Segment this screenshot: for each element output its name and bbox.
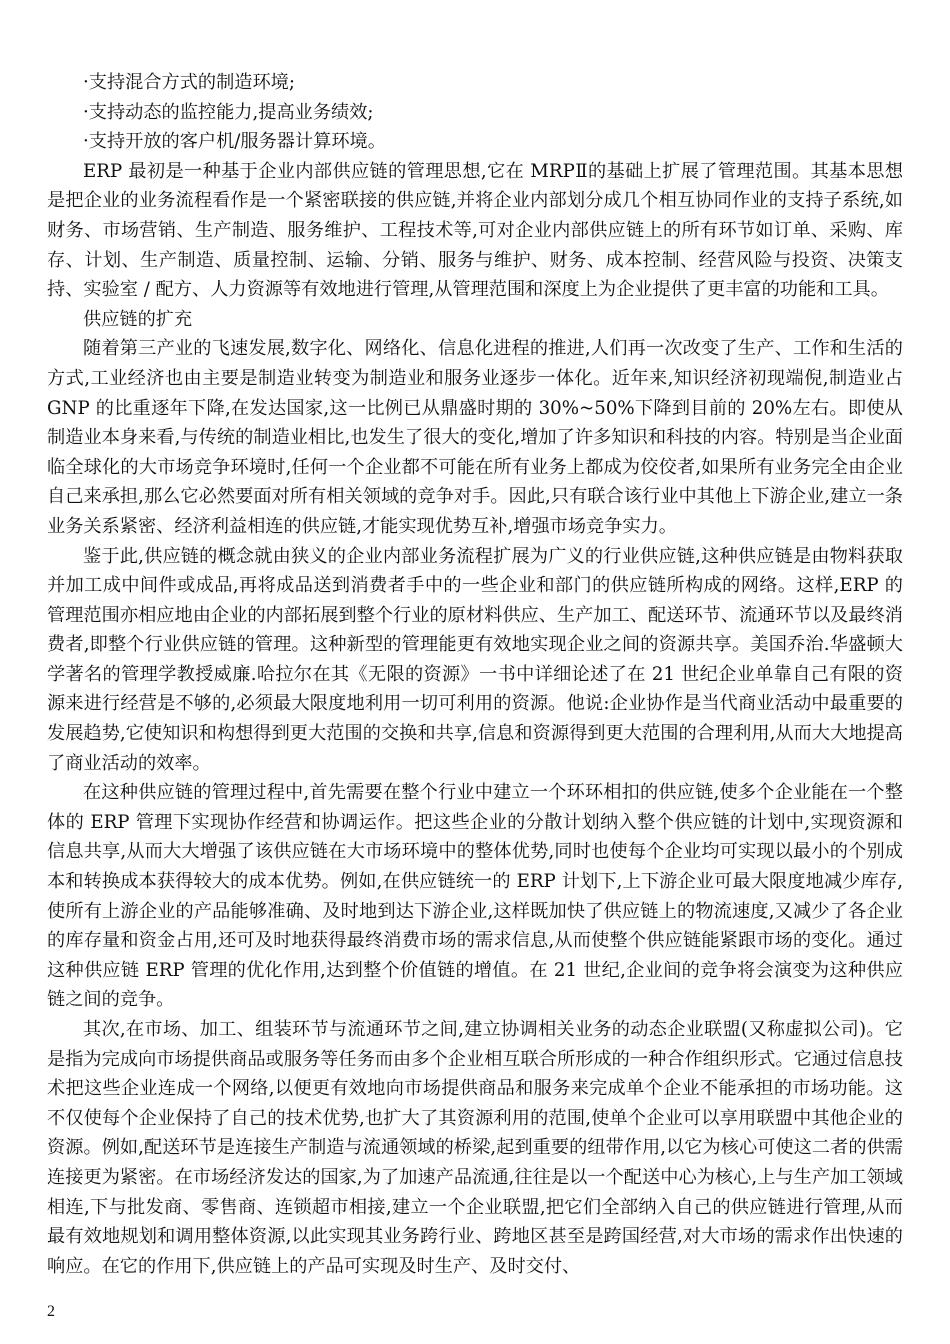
bullet-item: ·支持动态的监控能力,提高业务绩效; <box>83 101 374 123</box>
paragraph-supply-chain-management: 在这种供应链的管理过程中,首先需要在整个行业中建立一个环环相扣的供应链,使多个企业能在一个整体的 ERP 管理下实现协作经营和协调运作。把这些企业的分散计划纳入整个供应链的计划中,实现资源和信息共享,从而大大增强了该供应链在大市场环境中的整体优势,同时也使每个企业均可实现以最小的个别成本和转换成本获得较大的成本优势。例如,在供应链统一的 ERP 计划下,上下游企业可最大限度地减少库存,使所有上游企业的产品能够准确、及时地到达下游企业,这样既加快了供应链上的物流速度,又减少了各企业的库存量和资金占用,还可及时地获得最终消费市场的需求信息,从而使整个供应链能紧跟市场的变化。通过这种供应链 ERP 管理的优化作用,达到整个价值链的增值。在 21 世纪,企业间的竞争将会演变为这种供应链之间的竞争。 <box>47 782 903 1011</box>
paragraph-tertiary-industry: 随着第三产业的飞速发展,数字化、网络化、信息化进程的推进,人们再一次改变了生产、工作和生活的方式,工业经济也由主要是制造业转变为制造业和服务业逐步一体化。近年来,知识经济初现端倪,制造业占 GNP 的比重逐年下降,在发达国家,这一比例已从鼎盛时期的 30%~50%下降到目前的 20%左右。即使从制造业本身来看,与传统的制造业相比,也发生了很大的变化,增加了许多知识和科技的内容。特别是当企业面临全球化的大市场竞争环境时,任何一个企业都不可能在所有业务上都成为佼佼者,如果所有业务完全由企业自己来承担,那么它必然要面对所有相关领域的竞争对手。因此,只有联合该行业中其他上下游企业,建立一条业务关系紧密、经济利益相连的供应链,才能实现优势互补,增强市场竞争实力。 <box>47 338 903 537</box>
page-number: 2 <box>47 1303 55 1320</box>
section-heading: 供应链的扩充 <box>83 308 193 330</box>
bullet-item: ·支持开放的客户机/服务器计算环境。 <box>83 131 386 153</box>
paragraph-erp-origin: ERP 最初是一种基于企业内部供应链的管理思想,它在 MRPⅡ的基础上扩展了管理范围。其基本思想是把企业的业务流程看作是一个紧密联接的供应链,并将企业内部划分成几个相互协同作业的支持子系统,如财务、市场营销、生产制造、服务维护、工程技术等,可对企业内部供应链上的所有环节如订单、采购、库存、计划、生产制造、质量控制、运输、分销、服务与维护、财务、成本控制、经营风险与投资、决策支持、实验室 / 配方、人力资源等有效地进行管理,从管理范围和深度上为企业提供了更丰富的功能和工具。 <box>47 160 904 301</box>
bullet-item: ·支持混合方式的制造环境; <box>83 72 295 93</box>
paragraph-supply-chain-concept: 鉴于此,供应链的概念就由狭义的企业内部业务流程扩展为广义的行业供应链,这种供应链是由物料获取并加工成中间件或成品,再将成品送到消费者手中的一些企业和部门的供应链所构成的网络。这样,ERP 的管理范围亦相应地由企业的内部拓展到整个行业的原材料供应、生产加工、配送环节、流通环节以及最终消费者,即整个行业供应链的管理。这种新型的管理能更有效地实现企业之间的资源共享。美国乔治.华盛顿大学著名的管理学教授威廉.哈拉尔在其《无限的资源》一书中详细论述了在 21 世纪企业单靠自己有限的资源来进行经营是不够的,必须最大限度地利用一切可利用的资源。他说:企业协作是当代商业活动中最重要的发展趋势,它使知识和构想得到更大范围的交换和共享,信息和资源得到更大范围的合理利用,从而大大地提高了商业活动的效率。 <box>47 545 903 774</box>
paragraph-virtual-company: 其次,在市场、加工、组装环节与流通环节之间,建立协调相关业务的动态企业联盟(又称虚拟公司)。它是指为完成向市场提供商品或服务等任务而由多个企业相互联合所形成的一种合作组织形式。它通过信息技术把这些企业连成一个网络,以便更有效地向市场提供商品和服务来完成单个企业不能承担的市场功能。这不仅使每个企业保持了自己的技术优势,也扩大了其资源利用的范围,使单个企业可以享用联盟中其他企业的资源。例如,配送环节是连接生产制造与流通领域的桥梁,起到重要的纽带作用,以它为核心可使这二者的供需连接更为紧密。在市场经济发达的国家,为了加速产品流通,往往是以一个配送中心为核心,上与生产加工领域相连,下与批发商、零售商、连锁超市相接,建立一个企业联盟,把它们全部纳入自己的供应链进行管理,从而最有效地规划和调用整体资源,以此实现其业务跨行业、跨地区甚至是跨国经营,对大市场的需求作出快速的响应。在它的作用下,供应链上的产品可实现及时生产、及时交付、 <box>47 1019 903 1277</box>
document-body <box>47 68 903 1281</box>
